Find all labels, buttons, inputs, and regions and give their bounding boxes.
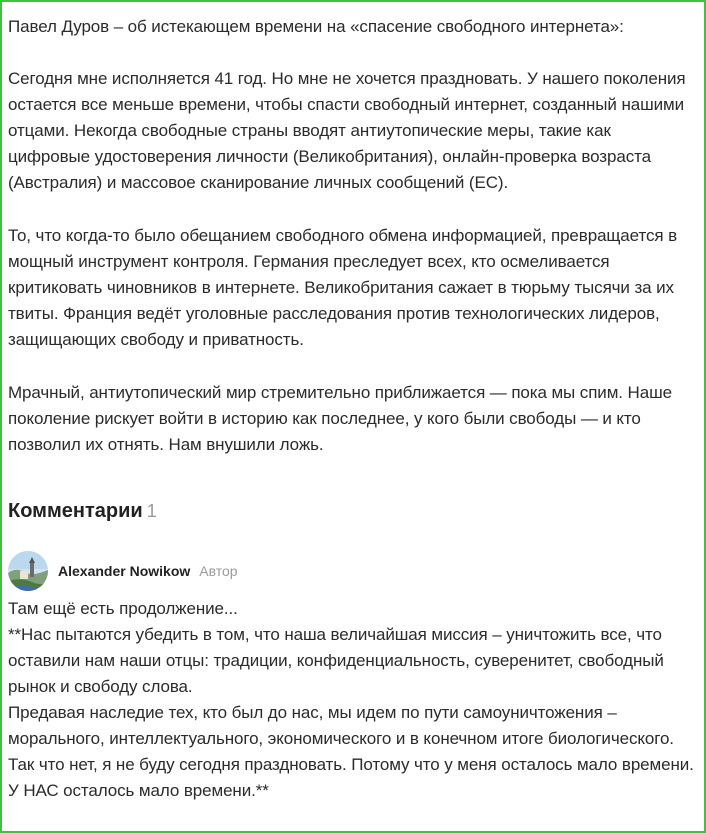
landscape-avatar-icon	[8, 551, 48, 591]
comments-heading	[8, 500, 157, 523]
comment-line: Там ещё есть продолжение...	[8, 599, 238, 618]
avatar[interactable]	[8, 551, 48, 591]
comment-line: **Нас пытаются убедить в том, что наша величайшая миссия – уничтожить все, что оставили нам наши отцы: традиции, конфиденциальность, суверенитет, свободный рынок и свободу слова.	[8, 625, 664, 696]
comment-line: Так что нет, я не буду сегодня праздновать. Потому что у меня осталось мало времени. У НАС осталось мало времени.**	[8, 755, 694, 800]
post-paragraph: Мрачный, антиутопический мир стремительно приближается — пока мы спим. Наше поколение рискует войти в историю как последнее, у кого были свободы — и кто позволил их отнять. Нам внушили ложь.	[8, 383, 672, 454]
comments-heading-label: Комментарии	[8, 500, 143, 522]
comment-author[interactable]: Alexander Nowikow	[58, 563, 191, 579]
post-paragraph: То, что когда-то было обещанием свободного обмена информацией, превращается в мощный инструмент контроля. Германия преследует всех, кто осмеливается критиковать чиновников в интернете. Великобритания сажает в тюрьму тысячи за их твиты. Франция ведёт уголовные расследования против технологических лидеров, защищающих свободу и приватность.	[8, 226, 678, 349]
post-title: Павел Дуров – об истекающем времени на «спасение свободного интернета»:	[8, 17, 624, 36]
comment-line: Предавая наследие тех, кто был до нас, мы идем по пути самоуничтожения – морального, интеллектуального, экономического и в конечном итоге биологического.	[8, 703, 674, 748]
post-paragraph: Сегодня мне исполняется 41 год. Но мне не хочется праздновать. У нашего поколения остается все меньше времени, чтобы спасти свободный интернет, созданный нашими отцами. Некогда свободные страны вводят антиутопические меры, такие как цифровые удостоверения личности (Великобритания), онлайн-проверка возраста (Австралия) и массовое сканирование личных сообщений (ЕС).	[8, 69, 686, 192]
comments-count: 1	[146, 501, 157, 521]
comment-body	[8, 596, 698, 804]
author-badge: Автор	[199, 563, 238, 579]
comment-meta	[8, 550, 238, 592]
